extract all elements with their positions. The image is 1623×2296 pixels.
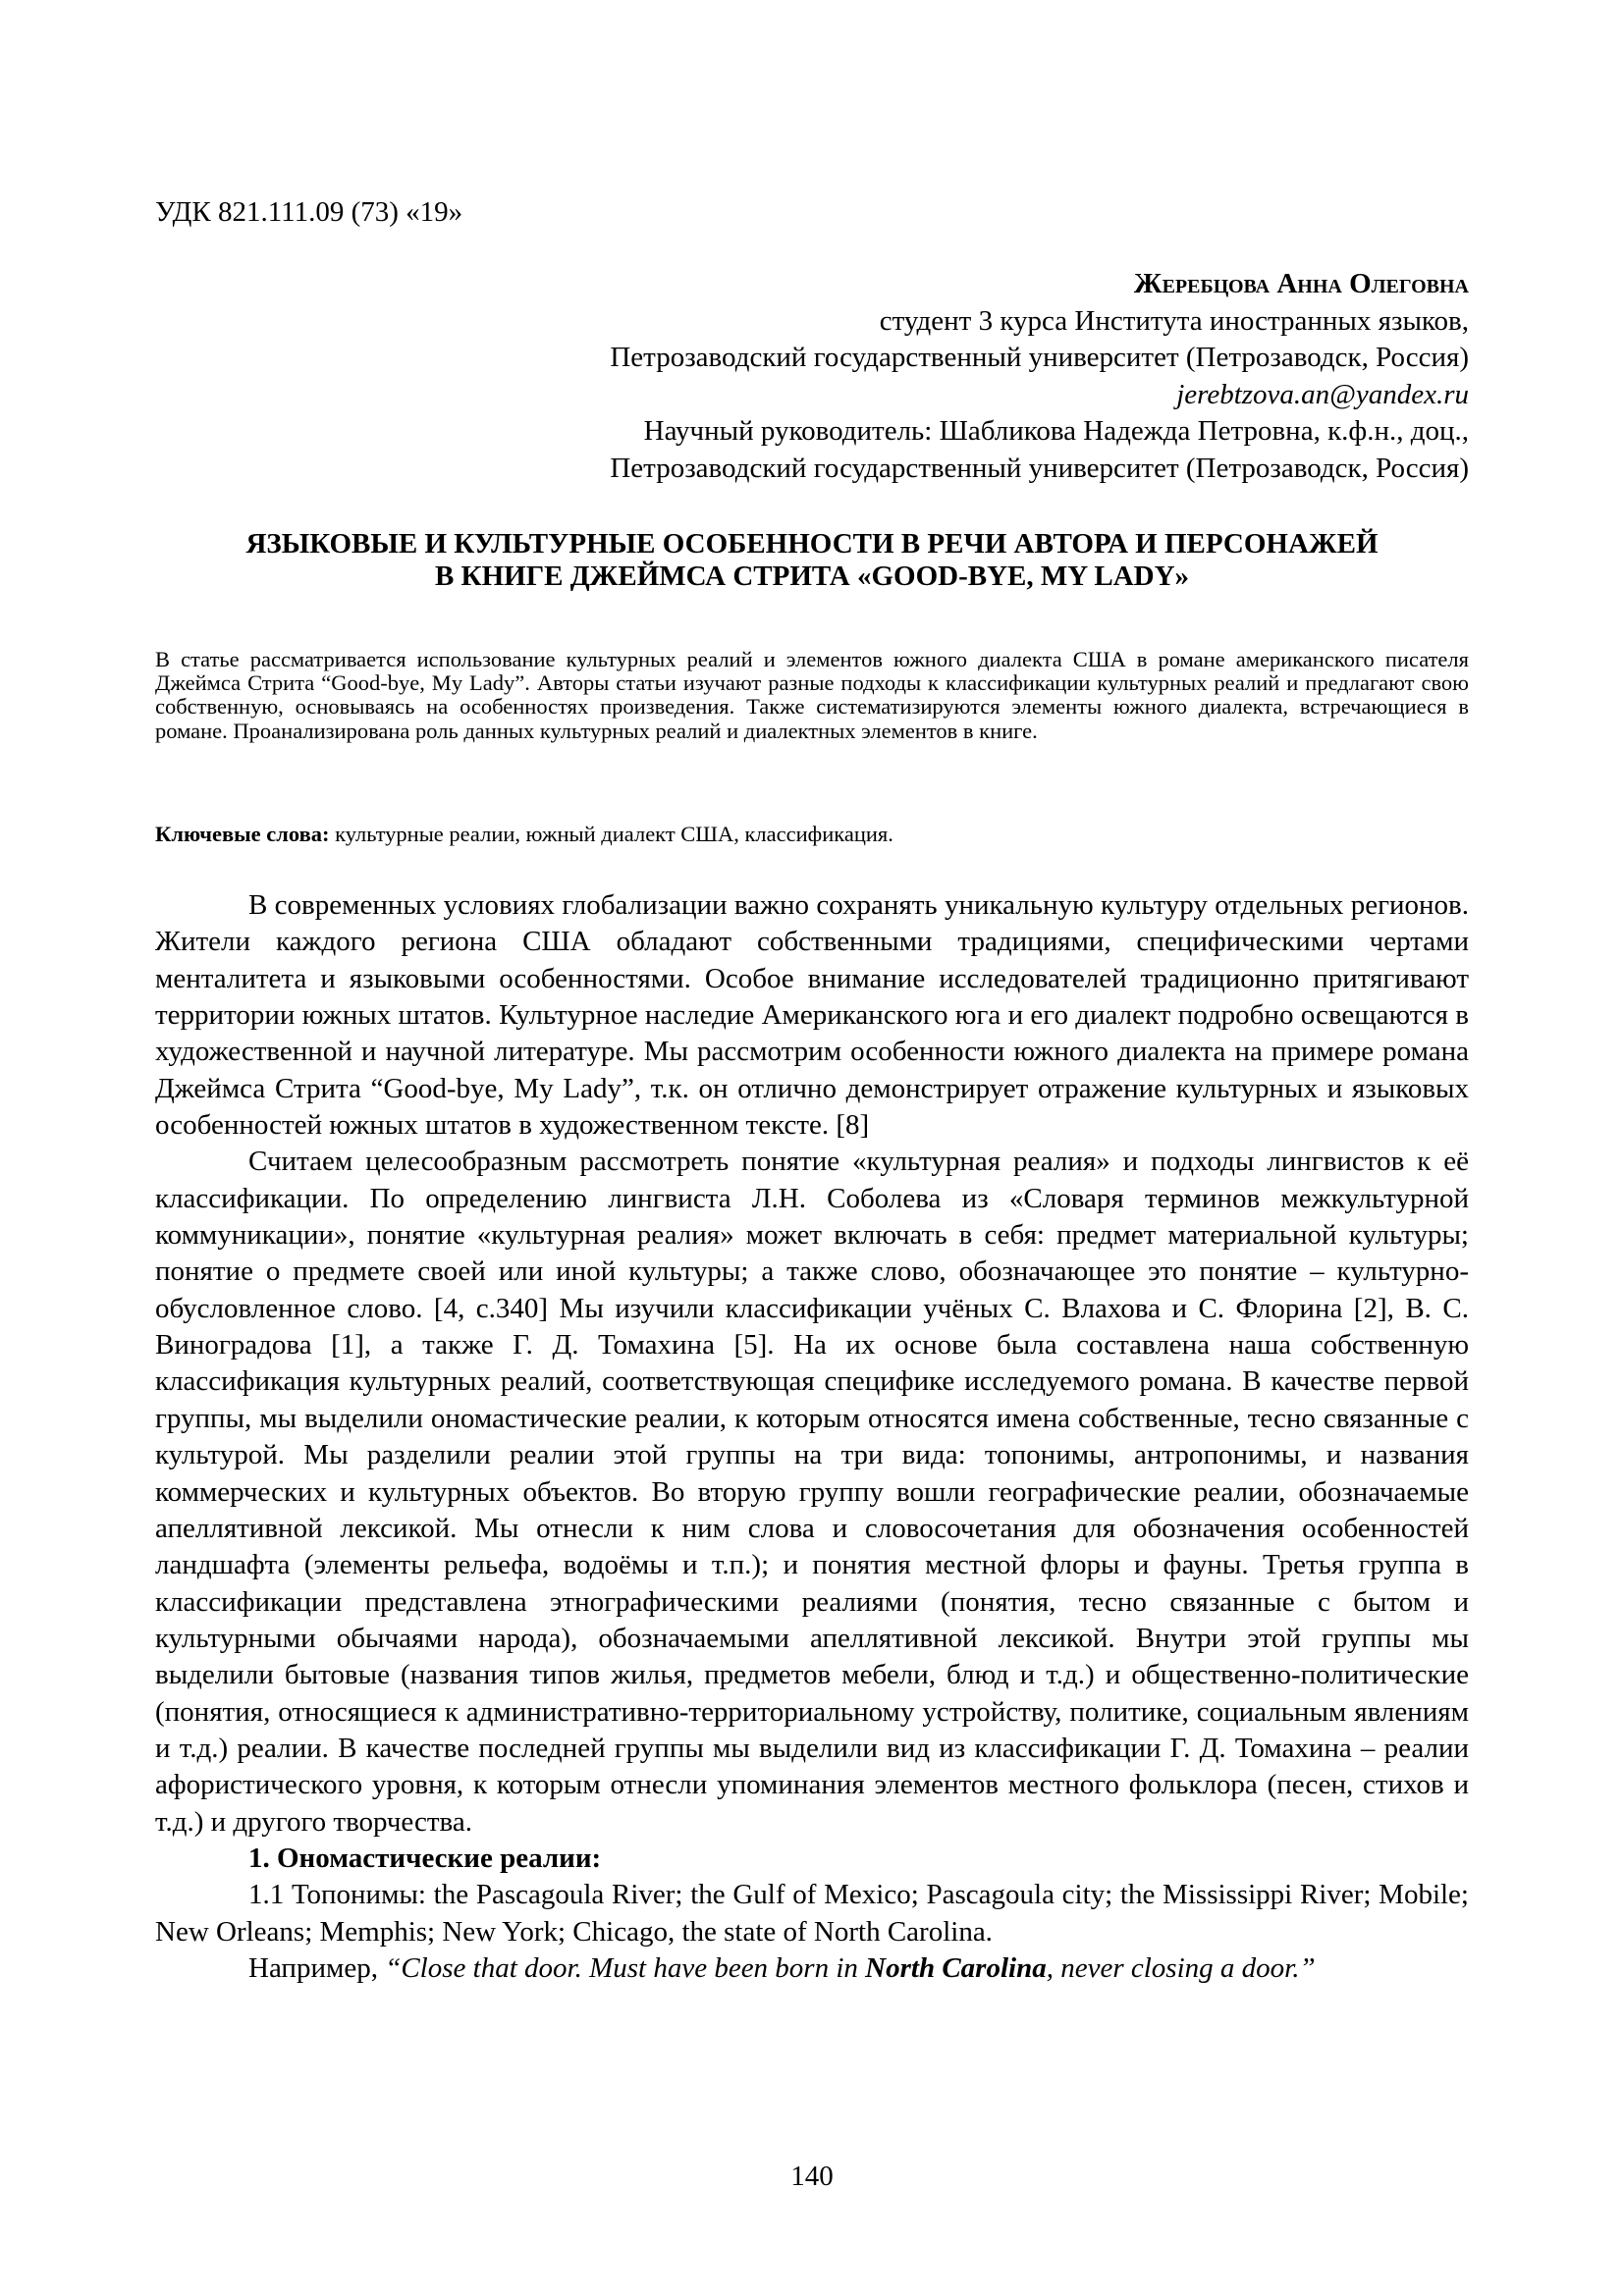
body-paragraph-2: Считаем целесообразным рассмотреть понятие «культурная реалия» и подходы лингвистов к её классификации. По определению лингвиста Л.Н. Соболева из «Словаря терминов межкультурной коммуникации», понятие «культурная реалия» может включать в себя: предмет материальной культуры; понятие о предмете своей или иной культуры; а также слово, обозначающее это понятие – культурно-обусловленное слово. [4, с.340] Мы изучили классификации учёных С. Влахова и С. Флорина [2], В. С. Виноградова [1], а также Г. Д. Томахина [5]. На их основе была составлена наша собственную классификация культурных реалий, соответствующая специфике исследуемого романа. В качестве первой группы, мы выделили ономастические реалии, к которым относятся имена собственные, тесно связанные с культурой. Мы разделили реалии этой группы на три вида: топонимы, антропонимы, и названия коммерческих и культурных объектов. Во вторую группу вошли географические реалии, обозначаемые апеллятивной лексикой. Мы отнесли к ним слова и словосочетания для обозначения особенностей ландшафта (элементы рельефа, водоёмы и т.п.); и понятия местной флоры и фауны. Третья группа в классификации представлена этнографическими реалиями (понятия, тесно связанные с бытом и культурными обычаями народа), обозначаемыми апеллятивной лексикой. Внутри этой группы мы выделили бытовые (названия типов жилья, предметов мебели, блюд и т.д.) и общественно-политические (понятия, относящиеся к административно-территориальному устройству, политике, социальным явлениям и т.д.) реалии. В качестве последней группы мы выделили вид из классификации Г. Д. Томахина – реалии афористического уровня, к которым отнесли упоминания элементов местного фольклора (песен, стихов и т.д.) и другого творчества. xyxy=(155,1146,1469,1838)
example-quote-end: , never closing a door.” xyxy=(1046,1951,1316,1984)
article-body xyxy=(155,887,1469,1987)
title-line-2: В КНИГЕ ДЖЕЙМСА СТРИТА «GOOD-BYE, MY LADY» xyxy=(434,561,1190,592)
author-affiliation: Петрозаводский государственный университет (Петрозаводск, Россия) xyxy=(610,342,1469,373)
supervisor-affiliation: Петрозаводский государственный университет (Петрозаводск, Россия) xyxy=(610,452,1469,484)
section-heading: 1. Ономастические реалии: xyxy=(248,1842,602,1874)
example-prefix: Например, xyxy=(248,1951,386,1984)
title-line-1: ЯЗЫКОВЫЕ И КУЛЬТУРНЫЕ ОСОБЕННОСТИ В РЕЧИ АВТОРА И ПЕРСОНАЖЕЙ xyxy=(245,528,1379,560)
example-quote-bold: North Carolina xyxy=(865,1951,1047,1984)
body-paragraph-1: В современных условиях глобализации важно сохранять уникальную культуру отдельных регионов. Жители каждого региона США обладают собственными традициями, специфическими чертами менталитета и языковыми особенностями. Особое внимание исследователей традиционно притягивают территории южных штатов. Культурное наследие Американского юга и его диалект подробно освещаются в художественной и научной литературе. Мы рассмотрим особенности южного диалекта на примере романа Джеймса Стрита “Good-bye, My Lady”, т.к. он отлично демонстрирует отражение культурных и языковых особенностей южных штатов в художественном тексте. [8] xyxy=(155,889,1469,1142)
author-email[interactable]: jerebtzova.an@yandex.ru xyxy=(1176,378,1469,410)
abstract: В статье рассматривается использование культурных реалий и элементов южного диалекта США в романе американского писателя Джеймса Стрита “Good-bye, My Lady”. Авторы статьи изучают разные подходы к классификации культурных реалий и предлагают свою собственную, основываясь на особенностях произведения. Также систематизируются элементы южного диалекта, встречающиеся в романе. Проанализирована роль данных культурных реалий и диалектных элементов в книге. xyxy=(155,647,1469,743)
author-position: студент 3 курса Института иностранных языков, xyxy=(879,304,1469,337)
toponyms-paragraph: 1.1 Топонимы: the Pascagoula River; the Gulf of Mexico; Pascagoula city; the Mississippi River; Mobile; New Orleans; Memphis; New York; Chicago, the state of North Carolina. xyxy=(155,1879,1469,1948)
example-quote-start: “Close that door. Must have been born in xyxy=(385,1951,866,1984)
keywords-label: Ключевые слова: xyxy=(155,822,330,846)
article-title xyxy=(155,528,1469,593)
example-paragraph xyxy=(155,1950,1469,1987)
udk-code: УДК 821.111.09 (73) «19» xyxy=(155,196,463,228)
author-block xyxy=(610,266,1469,487)
supervisor: Научный руководитель: Шабликова Надежда Петровна, к.ф.н., доц., xyxy=(643,415,1469,447)
page-number: 140 xyxy=(790,2161,834,2192)
keywords-text: культурные реалии, южный диалект США, классификация. xyxy=(329,822,893,846)
author-name: Жеребцова Анна Олеговна xyxy=(1133,268,1469,299)
keywords xyxy=(155,823,1469,846)
